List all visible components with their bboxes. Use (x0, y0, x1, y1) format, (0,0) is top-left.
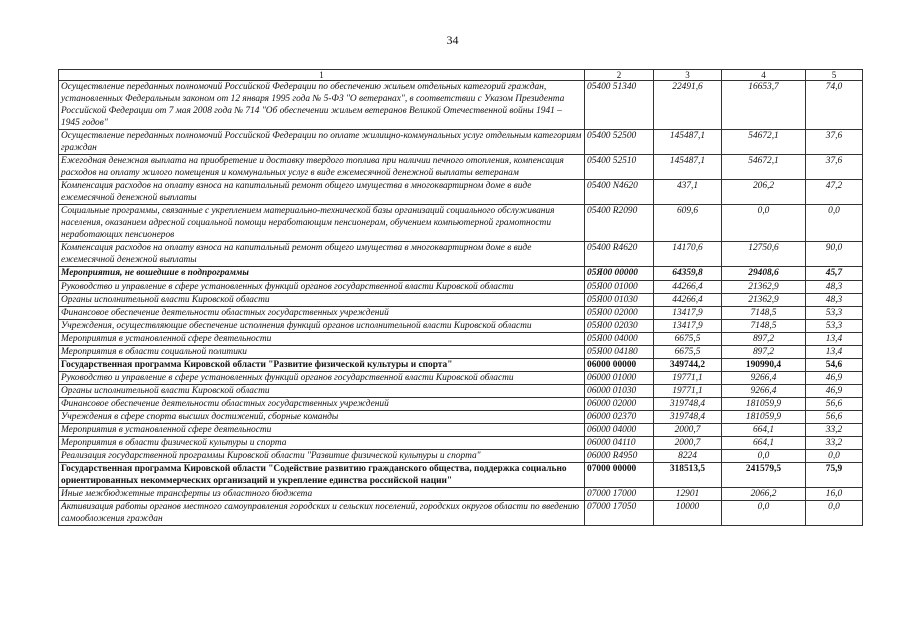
row-name-cell: Компенсация расходов на оплату взноса на капитальный ремонт общего имущества в многоквартирном доме в виде ежемесячной денежной выплаты (59, 242, 585, 267)
row-value-col4: 0,0 (722, 205, 806, 242)
row-value-col5: 16,0 (806, 488, 863, 501)
table-row (59, 319, 863, 332)
row-code-cell: 05400 52500 (585, 130, 654, 155)
row-value-col5: 33,2 (806, 436, 863, 449)
row-value-col5: 74,0 (806, 81, 863, 130)
row-code-cell: 07000 17050 (585, 501, 654, 526)
row-value-col4: 241579,5 (722, 462, 806, 487)
table-row (59, 501, 863, 526)
table-row (59, 293, 863, 306)
table-row (59, 332, 863, 345)
table-header-row (59, 70, 863, 81)
row-value-col3: 44266,4 (654, 280, 722, 293)
row-value-col5: 33,2 (806, 423, 863, 436)
row-code-cell: 06000 02000 (585, 397, 654, 410)
row-value-col5: 48,3 (806, 293, 863, 306)
row-value-col4: 2066,2 (722, 488, 806, 501)
table-row (59, 81, 863, 130)
row-value-col5: 90,0 (806, 242, 863, 267)
row-value-col4: 21362,9 (722, 280, 806, 293)
table-body (59, 81, 863, 526)
table-row (59, 155, 863, 180)
row-value-col3: 6675,5 (654, 332, 722, 345)
row-value-col4: 54672,1 (722, 130, 806, 155)
table-row (59, 449, 863, 462)
table-row (59, 345, 863, 358)
row-code-cell: 05Я00 02000 (585, 306, 654, 319)
row-value-col3: 145487,1 (654, 155, 722, 180)
row-value-col4: 181059,9 (722, 397, 806, 410)
row-value-col3: 14170,6 (654, 242, 722, 267)
row-value-col4: 897,2 (722, 332, 806, 345)
header-col-1: 1 (59, 70, 585, 81)
row-code-cell: 06000 04110 (585, 436, 654, 449)
row-value-col4: 7148,5 (722, 306, 806, 319)
table-row (59, 410, 863, 423)
table-row (59, 205, 863, 242)
row-value-col3: 10000 (654, 501, 722, 526)
row-value-col5: 47,2 (806, 180, 863, 205)
row-value-col3: 2000,7 (654, 436, 722, 449)
row-code-cell: 06000 04000 (585, 423, 654, 436)
row-value-col3: 19771,1 (654, 371, 722, 384)
table-row (59, 180, 863, 205)
row-value-col3: 349744,2 (654, 358, 722, 371)
row-value-col3: 22491,6 (654, 81, 722, 130)
row-value-col5: 13,4 (806, 332, 863, 345)
row-value-col5: 75,9 (806, 462, 863, 487)
row-code-cell: 05Я00 01000 (585, 280, 654, 293)
row-value-col5: 53,3 (806, 319, 863, 332)
row-name-cell: Мероприятия в области физической культуры и спорта (59, 436, 585, 449)
row-value-col3: 145487,1 (654, 130, 722, 155)
row-value-col4: 0,0 (722, 449, 806, 462)
row-code-cell: 05400 R2090 (585, 205, 654, 242)
row-code-cell: 05Я00 02030 (585, 319, 654, 332)
row-value-col3: 319748,4 (654, 410, 722, 423)
row-code-cell: 05Я00 01030 (585, 293, 654, 306)
row-value-col4: 9266,4 (722, 371, 806, 384)
row-value-col5: 46,9 (806, 371, 863, 384)
row-code-cell: 06000 02370 (585, 410, 654, 423)
row-value-col5: 45,7 (806, 267, 863, 280)
row-code-cell: 06000 R4950 (585, 449, 654, 462)
table-row (59, 358, 863, 371)
row-value-col4: 0,0 (722, 501, 806, 526)
row-name-cell: Государственная программа Кировской области "Содействие развитию гражданского общества, поддержка социально ориентированных некоммерческих организаций и укрепление единства российской нации" (59, 462, 585, 487)
row-value-col3: 2000,7 (654, 423, 722, 436)
row-value-col5: 0,0 (806, 449, 863, 462)
row-name-cell: Руководство и управление в сфере установленных функций органов государственной власти Кировской области (59, 280, 585, 293)
row-code-cell: 06000 00000 (585, 358, 654, 371)
row-code-cell: 05400 R4620 (585, 242, 654, 267)
row-code-cell: 05Я00 04000 (585, 332, 654, 345)
row-value-col3: 13417,9 (654, 306, 722, 319)
table-row (59, 267, 863, 280)
row-value-col5: 48,3 (806, 280, 863, 293)
row-value-col3: 44266,4 (654, 293, 722, 306)
table-row (59, 242, 863, 267)
row-value-col3: 8224 (654, 449, 722, 462)
row-name-cell: Осуществление переданных полномочий Российской Федерации по оплате жилищно-коммунальных услуг отдельным категориям граждан (59, 130, 585, 155)
row-value-col4: 7148,5 (722, 319, 806, 332)
row-name-cell: Руководство и управление в сфере установленных функций органов государственной власти Кировской области (59, 371, 585, 384)
row-code-cell: 06000 01000 (585, 371, 654, 384)
row-name-cell: Учреждения в сфере спорта высших достижений, сборные команды (59, 410, 585, 423)
row-value-col4: 54672,1 (722, 155, 806, 180)
row-value-col5: 0,0 (806, 501, 863, 526)
row-value-col4: 29408,6 (722, 267, 806, 280)
row-code-cell: 05400 N4620 (585, 180, 654, 205)
row-name-cell: Ежегодная денежная выплата на приобретение и доставку твердого топлива при наличии печного отопления, компенсация расходов на оплату жилого помещения и коммунальных услуг в виде ежемесячной денежной выплаты ветеранам (59, 155, 585, 180)
row-value-col3: 13417,9 (654, 319, 722, 332)
row-value-col4: 9266,4 (722, 384, 806, 397)
row-code-cell: 05Я00 00000 (585, 267, 654, 280)
row-name-cell: Государственная программа Кировской области "Развитие физической культуры и спорта" (59, 358, 585, 371)
row-value-col5: 37,6 (806, 130, 863, 155)
row-value-col4: 21362,9 (722, 293, 806, 306)
table-row (59, 423, 863, 436)
row-value-col3: 12901 (654, 488, 722, 501)
row-value-col5: 56,6 (806, 397, 863, 410)
row-name-cell: Компенсация расходов на оплату взноса на капитальный ремонт общего имущества в многоквартирном доме в виде ежемесячной денежной выплаты (59, 180, 585, 205)
row-value-col5: 53,3 (806, 306, 863, 319)
row-name-cell: Активизация работы органов местного самоуправления городских и сельских поселений, городских округов области по введению самообложения граждан (59, 501, 585, 526)
row-name-cell: Реализация государственной программы Кировской области "Развитие физической культуры и спорта" (59, 449, 585, 462)
table-row (59, 384, 863, 397)
row-value-col4: 664,1 (722, 423, 806, 436)
row-name-cell: Финансовое обеспечение деятельности областных государственных учреждений (59, 397, 585, 410)
row-name-cell: Учреждения, осуществляющие обеспечение исполнения функций органов исполнительной власти Кировской области (59, 319, 585, 332)
row-value-col5: 0,0 (806, 205, 863, 242)
header-col-4: 4 (722, 70, 806, 81)
table-row (59, 306, 863, 319)
row-name-cell: Иные межбюджетные трансферты из областного бюджета (59, 488, 585, 501)
table-row (59, 280, 863, 293)
row-code-cell: 05Я00 04180 (585, 345, 654, 358)
row-name-cell: Органы исполнительной власти Кировской области (59, 384, 585, 397)
row-value-col3: 6675,5 (654, 345, 722, 358)
row-code-cell: 07000 17000 (585, 488, 654, 501)
table-row (59, 462, 863, 487)
row-code-cell: 05400 51340 (585, 81, 654, 130)
row-name-cell: Мероприятия в установленной сфере деятельности (59, 332, 585, 345)
table-row (59, 371, 863, 384)
header-col-3: 3 (654, 70, 722, 81)
row-name-cell: Осуществление переданных полномочий Российской Федерации по обеспечению жильем отдельных категорий граждан, установленных Федеральным законом от 12 января 1995 года № 5-ФЗ "О ветеранах", в соответствии с Указом Президента Российской Федерации от 7 мая 2008 года № 714 "Об обеспечении жильем ветеранов Великой Отечественной войны 1941 – 1945 годов" (59, 81, 585, 130)
row-value-col3: 437,1 (654, 180, 722, 205)
row-value-col4: 16653,7 (722, 81, 806, 130)
row-value-col5: 56,6 (806, 410, 863, 423)
row-name-cell: Финансовое обеспечение деятельности областных государственных учреждений (59, 306, 585, 319)
header-col-2: 2 (585, 70, 654, 81)
table-row (59, 488, 863, 501)
row-value-col3: 19771,1 (654, 384, 722, 397)
row-value-col3: 318513,5 (654, 462, 722, 487)
row-name-cell: Социальные программы, связанные с укреплением материально-технической базы организаций социального обслуживания населения, оказанием адресной социальной помощи неработающим пенсионерам, обучением компьютерной грамотности неработающих пенсионеров (59, 205, 585, 242)
row-value-col5: 37,6 (806, 155, 863, 180)
row-name-cell: Мероприятия в установленной сфере деятельности (59, 423, 585, 436)
row-value-col4: 206,2 (722, 180, 806, 205)
row-value-col4: 12750,6 (722, 242, 806, 267)
header-col-5: 5 (806, 70, 863, 81)
table-row (59, 130, 863, 155)
row-code-cell: 06000 01030 (585, 384, 654, 397)
row-value-col4: 897,2 (722, 345, 806, 358)
row-code-cell: 05400 52510 (585, 155, 654, 180)
page-number: 34 (446, 33, 459, 47)
row-value-col3: 64359,8 (654, 267, 722, 280)
row-name-cell: Мероприятия в области социальной политики (59, 345, 585, 358)
table-row (59, 436, 863, 449)
row-value-col4: 664,1 (722, 436, 806, 449)
row-value-col3: 609,6 (654, 205, 722, 242)
row-value-col4: 181059,9 (722, 410, 806, 423)
row-value-col5: 54,6 (806, 358, 863, 371)
budget-table (58, 69, 863, 526)
row-code-cell: 07000 00000 (585, 462, 654, 487)
row-value-col3: 319748,4 (654, 397, 722, 410)
row-name-cell: Органы исполнительной власти Кировской области (59, 293, 585, 306)
table-row (59, 397, 863, 410)
row-value-col4: 190990,4 (722, 358, 806, 371)
row-name-cell: Мероприятия, не вошедшие в подпрограммы (59, 267, 585, 280)
row-value-col5: 46,9 (806, 384, 863, 397)
row-value-col5: 13,4 (806, 345, 863, 358)
